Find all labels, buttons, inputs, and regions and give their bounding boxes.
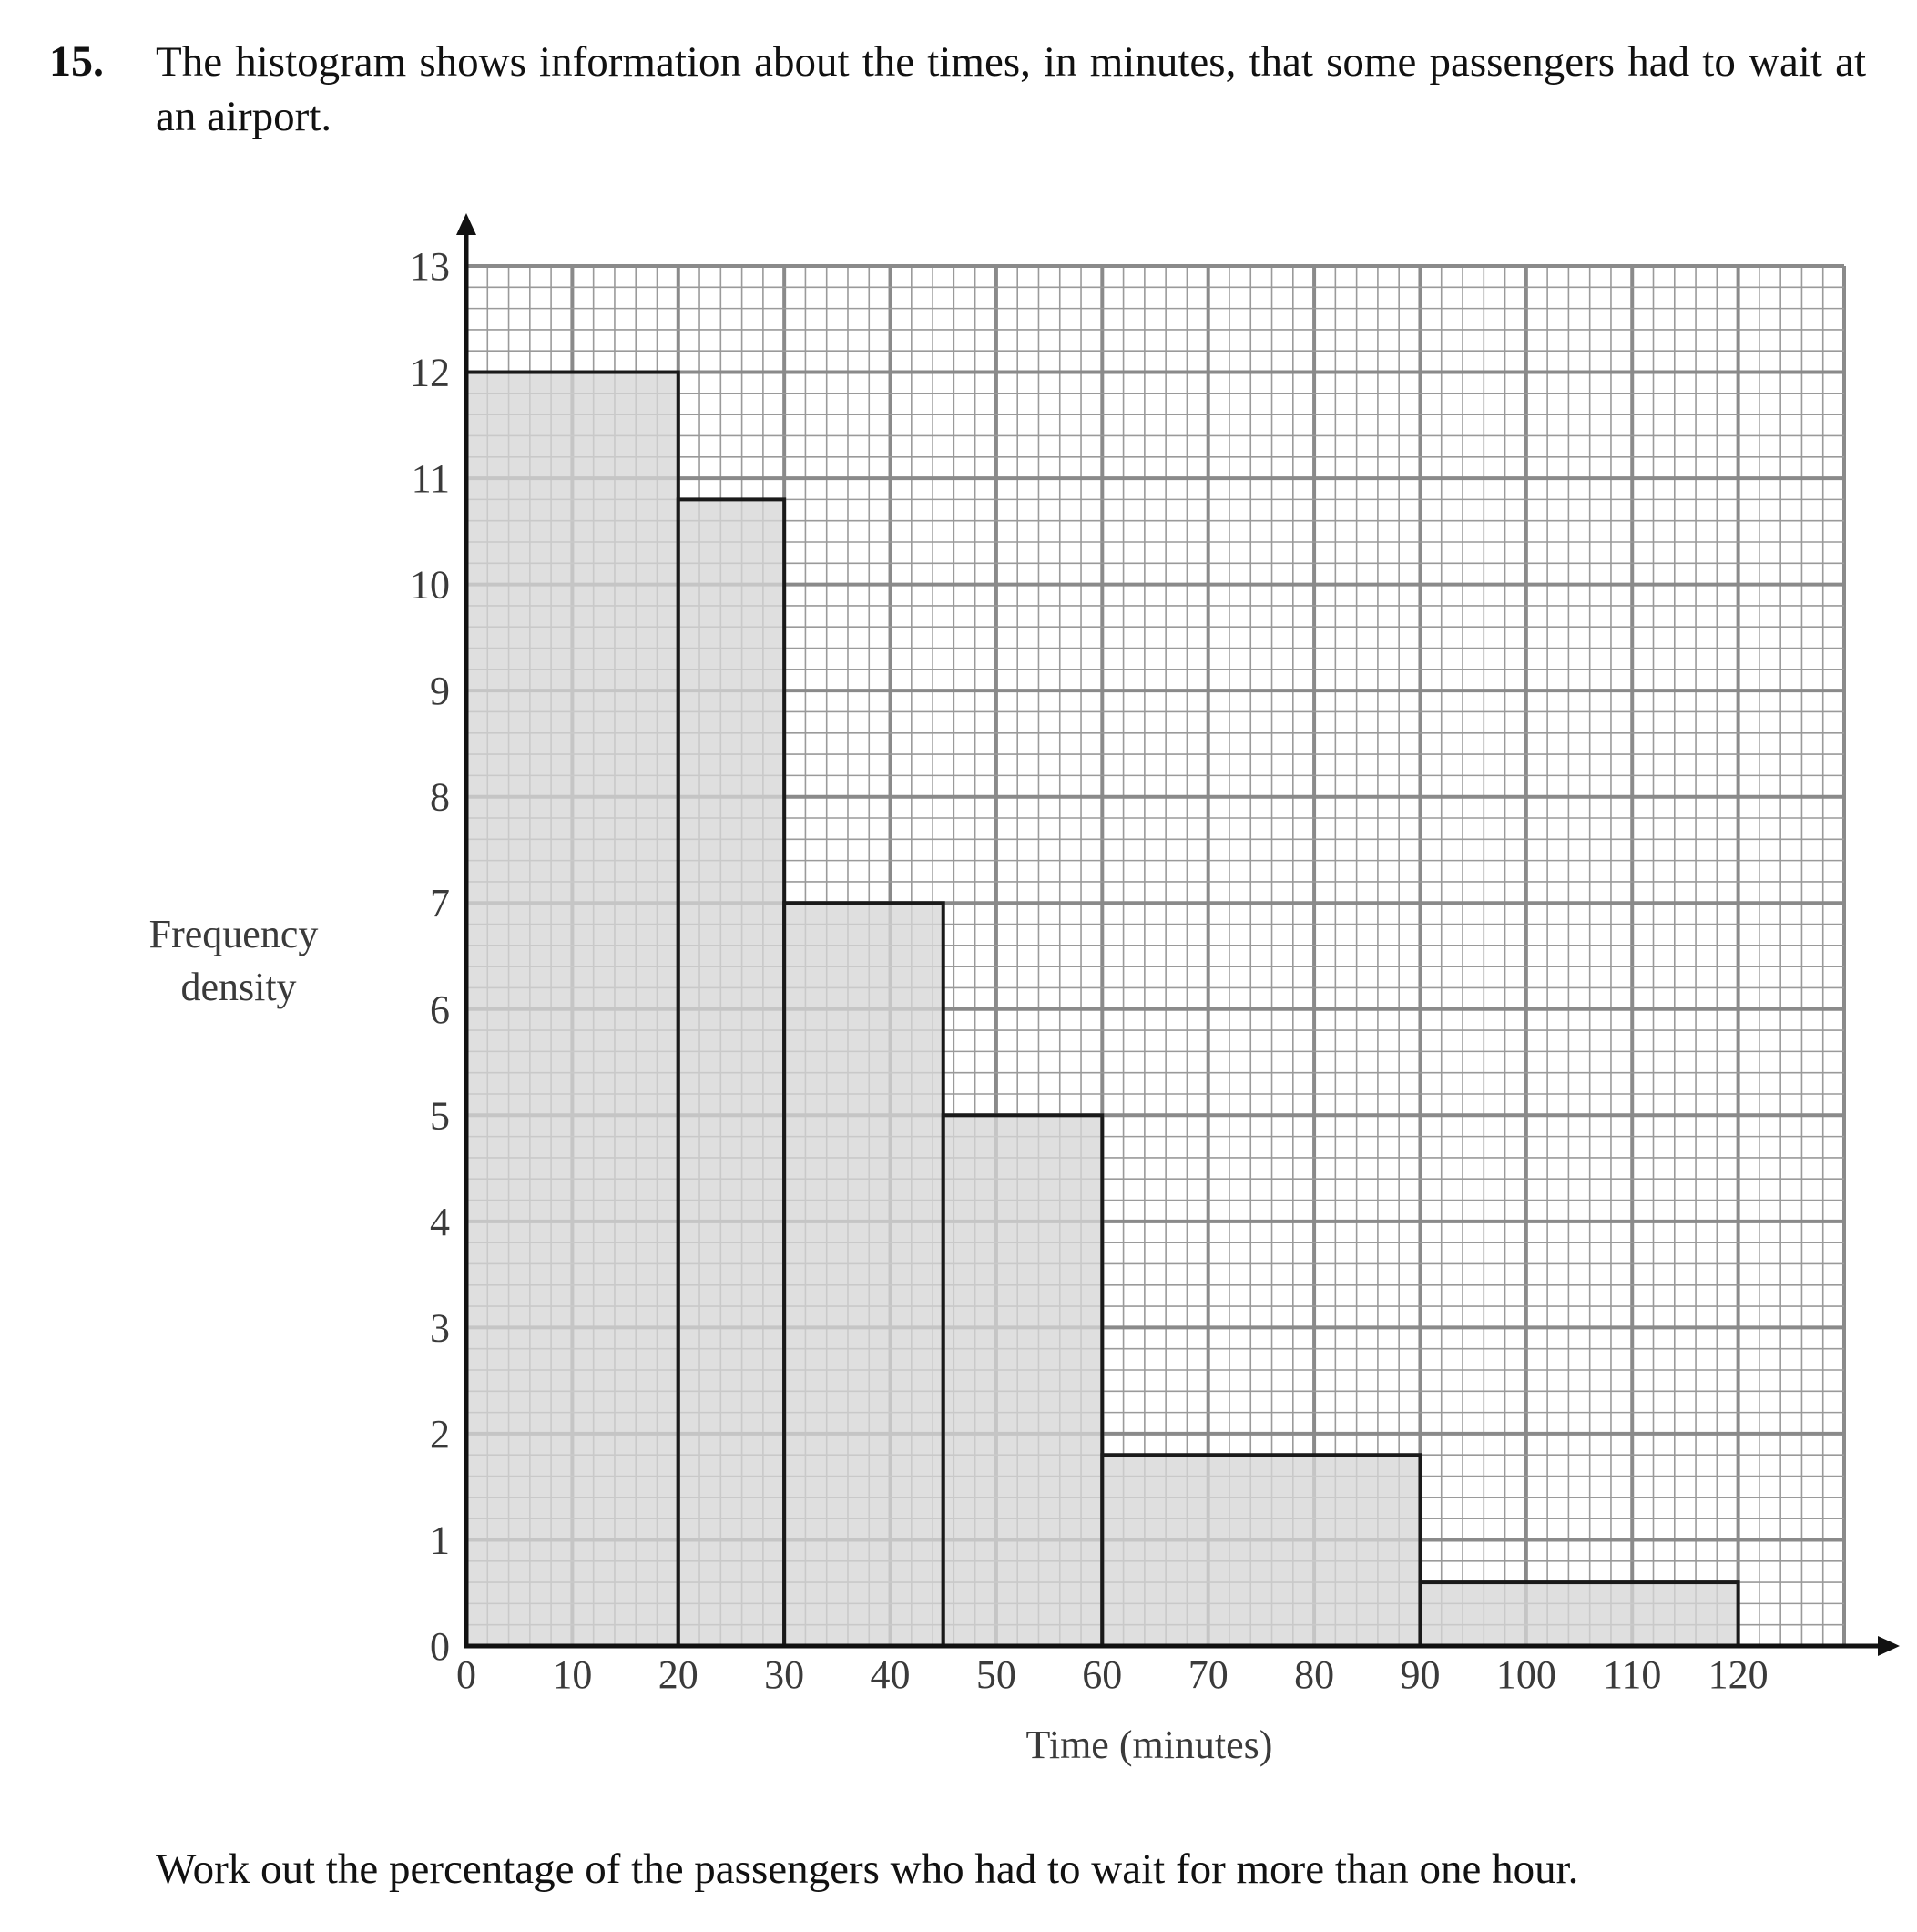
y-tick-label: 0 (430, 1624, 450, 1669)
x-tick-label: 100 (1495, 1652, 1556, 1697)
x-tick-label: 110 (1603, 1652, 1662, 1697)
y-tick-label: 2 (430, 1411, 450, 1457)
x-tick-label: 30 (764, 1652, 805, 1697)
y-axis-label-line-1: Frequency (148, 912, 319, 956)
x-axis-label: Time (minutes) (1025, 1722, 1273, 1767)
histogram-bar-0-20 (466, 373, 678, 1646)
question-number: 15. (49, 37, 104, 86)
question-text: The histogram shows information about the times, in minutes, that some passengers had to wait at an airport. (156, 38, 1866, 140)
y-tick-label: 13 (410, 244, 450, 289)
x-tick-label: 80 (1294, 1652, 1335, 1697)
y-tick-label: 8 (430, 774, 450, 820)
x-tick-label: 10 (552, 1652, 593, 1697)
y-tick-label: 6 (430, 986, 450, 1032)
x-tick-label: 50 (975, 1652, 1016, 1697)
x-tick-label: 70 (1188, 1652, 1229, 1697)
x-tick-label: 40 (870, 1652, 911, 1697)
question-prompt: Work out the percentage of the passengers who had to wait for more than one hour. (156, 1845, 1579, 1893)
histogram-bar-30-45 (784, 903, 943, 1646)
y-axis-label (149, 912, 329, 1009)
histogram-bar-60-90 (1102, 1455, 1420, 1646)
x-tick-label: 0 (456, 1652, 476, 1697)
x-tick-label: 120 (1708, 1652, 1769, 1697)
y-tick-label: 5 (430, 1093, 450, 1139)
y-axis-label-line-2: density (180, 965, 297, 1009)
x-axis-arrow-icon (1878, 1636, 1900, 1656)
y-tick-label: 3 (430, 1305, 450, 1351)
y-tick-label: 4 (430, 1199, 450, 1244)
x-tick-label: 60 (1082, 1652, 1123, 1697)
y-tick-label: 10 (410, 562, 450, 608)
y-tick-label: 12 (410, 350, 450, 395)
y-tick-label: 11 (411, 456, 450, 502)
y-tick-label: 1 (430, 1518, 450, 1563)
y-axis-arrow-icon (456, 213, 476, 235)
y-tick-label: 9 (430, 669, 450, 714)
histogram-bar-45-60 (943, 1115, 1103, 1646)
histogram-bar-20-30 (678, 499, 784, 1646)
y-tick-label: 7 (430, 881, 450, 926)
x-tick-label: 90 (1400, 1652, 1441, 1697)
histogram-bar-90-120 (1420, 1582, 1738, 1646)
x-tick-label: 20 (658, 1652, 698, 1697)
